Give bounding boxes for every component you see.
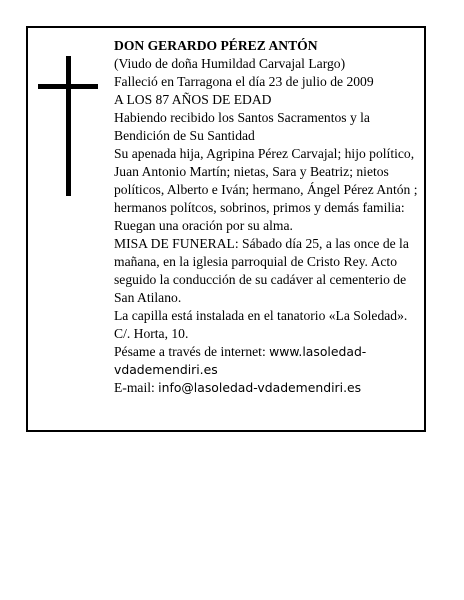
funeral-paragraph: MISA DE FUNERAL: Sábado día 25, a las once de la mañana, en la iglesia parroquial de Cristo Rey. Acto seguido la conducción de su cadáver al cementerio de San Atilano. [114,236,409,305]
age-line: A LOS 87 AÑOS DE EDAD [114,92,272,107]
widower-line: (Viudo de doña Humildad Carvajal Largo) [114,56,346,71]
chapel-paragraph: La capilla está instalada en el tanatorio «La Soledad». C/. Horta, 10. [114,308,408,341]
obituary-text [114,37,424,397]
cross-icon-bar [38,84,98,89]
family-paragraph: Su apenada hija, Agripina Pérez Carvajal; hijo político, Juan Antonio Martín; nietas, Sara y Beatriz; nietos políticos, Alberto e Iván; hermano, Ángel Pérez Antón ; hermanos polítcos, sobrinos, primos y demás familia: [114,146,418,215]
sacraments-line: Habiendo recibido los Santos Sacramentos y la Bendición de Su Santidad [114,110,370,143]
email-label: E-mail: [114,380,159,395]
condolence-url: www.lasoledad-vdademendiri.es [114,344,367,377]
email-address: info@lasoledad-vdademendiri.es [158,380,362,395]
email-paragraph [114,379,424,397]
cross-icon [66,56,71,196]
deceased-name: DON GERARDO PÉREZ ANTÓN [114,38,318,53]
condolence-paragraph [114,343,424,379]
death-line: Falleció en Tarragona el día 23 de julio de 2009 [114,74,374,89]
condolence-label: Pésame a través de internet: [114,344,270,359]
prayer-line: Ruegan una oración por su alma. [114,218,293,233]
